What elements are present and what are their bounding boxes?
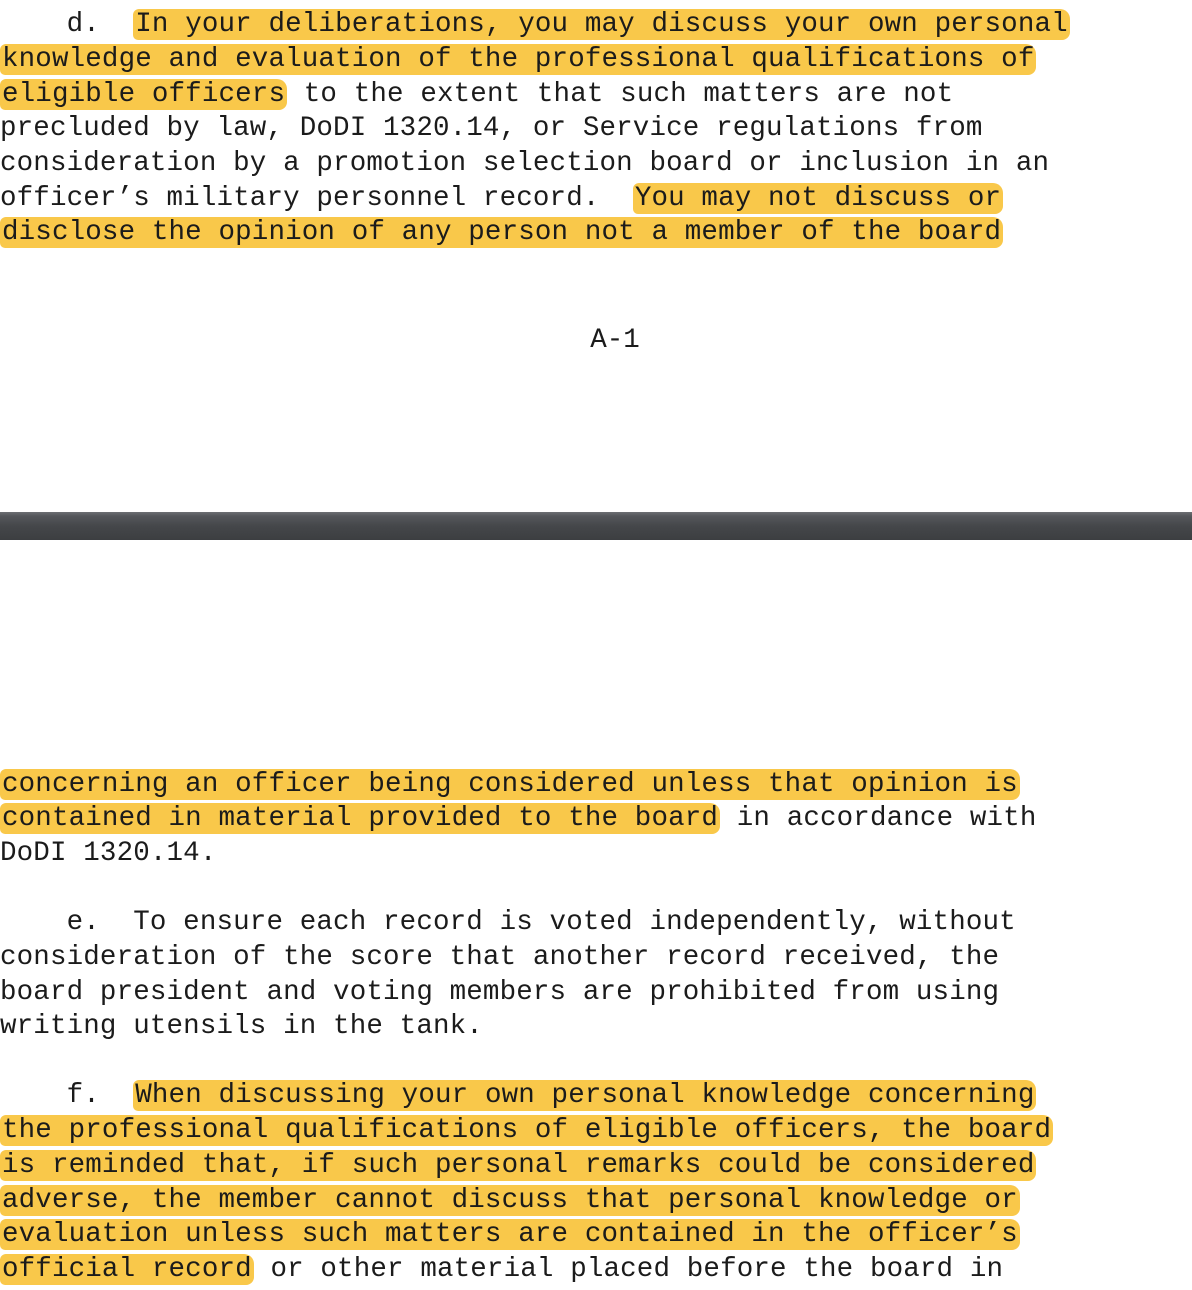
text-line: consideration of the score that another record received, the bbox=[0, 942, 1000, 973]
highlight: When discussing your own personal knowledge concerning bbox=[135, 1080, 1035, 1111]
highlight: You may not discuss or bbox=[634, 183, 1002, 214]
highlight: In your deliberations, you may discuss your own personal bbox=[135, 9, 1068, 40]
highlight: disclose the opinion of any person not a member of the board bbox=[2, 217, 1002, 248]
highlight: the professional qualifications of eligible officers, the board bbox=[2, 1115, 1052, 1146]
highlight: concerning an officer being considered unless that opinion is bbox=[2, 769, 1018, 800]
text-line bbox=[0, 1149, 1036, 1183]
text-line: eligible officers to the extent that such matters are not bbox=[2, 79, 954, 110]
document-page-top bbox=[0, 0, 1192, 512]
text-line: contained in material provided to the board in accordance with bbox=[2, 803, 1037, 834]
highlight: evaluation unless such matters are contained in the officer’s bbox=[2, 1219, 1018, 1250]
text-line bbox=[0, 1114, 1053, 1148]
text-line: consideration by a promotion selection board or inclusion in an bbox=[0, 148, 1050, 179]
text-line bbox=[0, 43, 1036, 77]
text-line: DoDI 1320.14. bbox=[0, 838, 217, 869]
text-line: writing utensils in the tank. bbox=[0, 1011, 483, 1042]
highlight: is reminded that, if such personal remarks could be considered bbox=[2, 1150, 1035, 1181]
text-line: f. When discussing your own personal knowledge concerning bbox=[0, 1080, 1035, 1111]
text-line: board president and voting members are prohibited from using bbox=[0, 977, 1000, 1008]
highlight: official record bbox=[2, 1254, 252, 1285]
text-line bbox=[0, 216, 1003, 250]
highlight: eligible officers bbox=[2, 79, 286, 110]
text-line: e. To ensure each record is voted independently, without bbox=[0, 907, 1016, 938]
text-line: d. In your deliberations, you may discuss your own personal bbox=[0, 9, 1068, 40]
document-page-bottom bbox=[0, 540, 1192, 1290]
text-line: precluded by law, DoDI 1320.14, or Service regulations from bbox=[0, 113, 983, 144]
text-line: official record or other material placed before the board in bbox=[2, 1254, 1004, 1285]
text-line: officer’s military personnel record. You may not discuss or bbox=[0, 183, 1002, 214]
text-line bbox=[0, 1218, 1020, 1252]
highlight: adverse, the member cannot discuss that personal knowledge or bbox=[2, 1185, 1018, 1216]
highlight: contained in material provided to the board bbox=[2, 803, 719, 834]
text-line bbox=[0, 768, 1020, 802]
highlight: knowledge and evaluation of the professional qualifications of bbox=[2, 44, 1035, 75]
page-separator bbox=[0, 512, 1192, 540]
page-number: A-1 bbox=[590, 325, 640, 356]
text-line bbox=[0, 1184, 1020, 1218]
